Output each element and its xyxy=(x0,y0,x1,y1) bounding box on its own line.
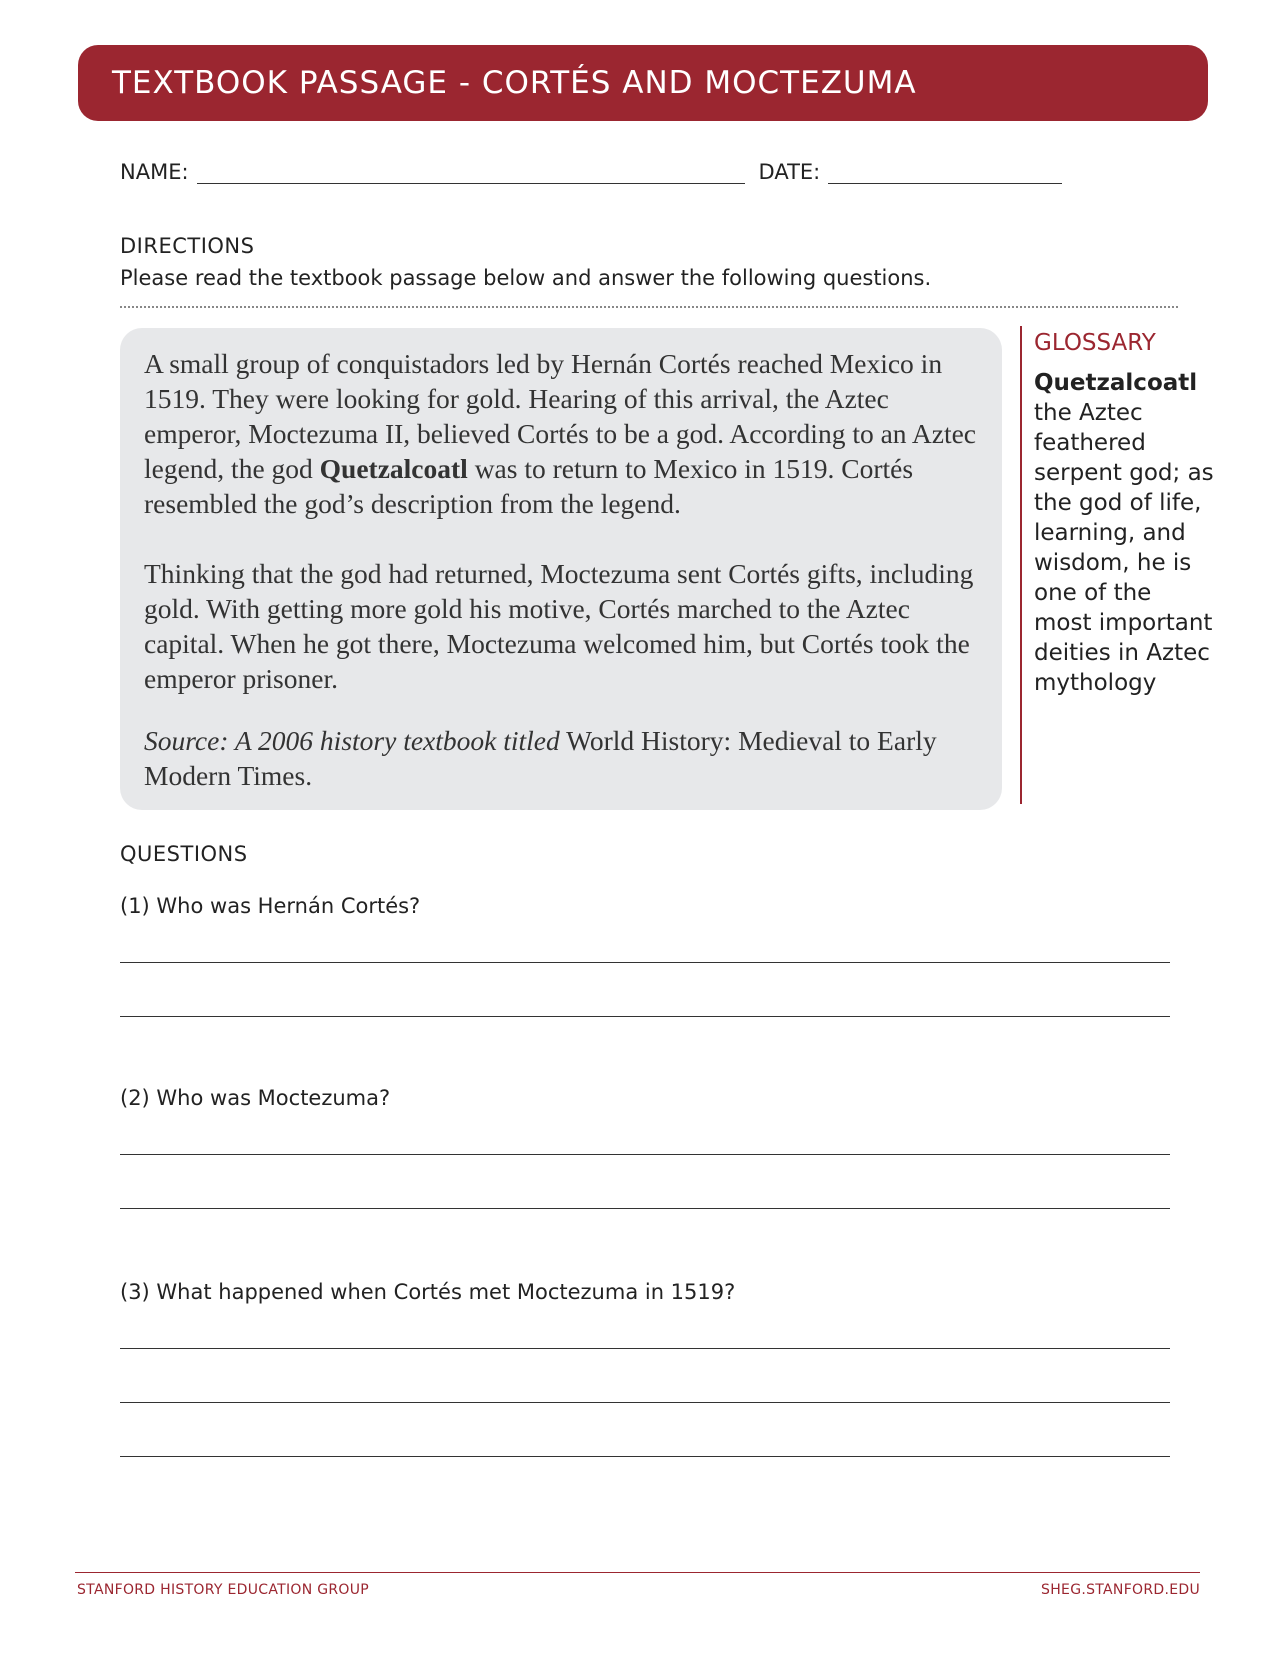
answer-line[interactable] xyxy=(120,962,1170,963)
glossary-heading: GLOSSARY xyxy=(1034,330,1156,356)
directions-text: Please read the textbook passage below and answer the following questions. xyxy=(120,266,932,290)
questions-heading: QUESTIONS xyxy=(120,842,248,866)
passage-paragraph-1 xyxy=(144,346,980,521)
source-title: World History: Medieval to Early Modern Times. xyxy=(144,725,937,791)
name-field[interactable] xyxy=(197,161,745,184)
passage-p1-after: was to return to Mexico in 1519. Cortés resembled the god’s description from the legend. xyxy=(144,453,914,519)
date-label: DATE: xyxy=(758,160,821,184)
passage-paragraph-2: Thinking that the god had returned, Moctezuma sent Cortés gifts, including gold. With getting more gold his motive, Cortés marched to the Aztec capital. When he got there, Moctezuma welcomed him, but Cortés took the emperor prisoner. xyxy=(144,558,974,694)
answer-line[interactable] xyxy=(120,1456,1170,1457)
question-3: (3) What happened when Cortés met Moctezuma in 1519? xyxy=(120,1280,736,1304)
glossary-definition: the Aztec feathered serpent god; as the god of life, learning, and wisdom, he is one of the most important deities in Aztec mythology xyxy=(1034,400,1214,696)
footer-organization: STANFORD HISTORY EDUCATION GROUP xyxy=(77,1582,370,1598)
passage-source xyxy=(144,723,980,793)
glossary-term: Quetzalcoatl xyxy=(1034,370,1198,396)
date-field[interactable] xyxy=(828,161,1062,184)
directions-heading: DIRECTIONS xyxy=(120,234,255,258)
passage-box xyxy=(120,328,1002,810)
question-1: (1) Who was Hernán Cortés? xyxy=(120,894,421,918)
footer-divider xyxy=(75,1572,1200,1573)
answer-line[interactable] xyxy=(120,1016,1170,1017)
footer-website: SHEG.STANFORD.EDU xyxy=(1041,1582,1200,1598)
name-date-row xyxy=(120,160,1062,184)
name-label: NAME: xyxy=(120,160,189,184)
passage-glossary-term: Quetzalcoatl xyxy=(319,453,468,484)
glossary xyxy=(1034,330,1234,698)
answer-line[interactable] xyxy=(120,1208,1170,1209)
answer-line[interactable] xyxy=(120,1154,1170,1155)
dotted-divider xyxy=(120,306,1178,308)
page-title: TEXTBOOK PASSAGE - CORTÉS AND MOCTEZUMA xyxy=(112,65,917,101)
header-banner xyxy=(78,45,1208,121)
answer-line[interactable] xyxy=(120,1402,1170,1403)
glossary-divider xyxy=(1020,326,1022,804)
source-label: Source: A 2006 history textbook titled xyxy=(144,725,560,756)
answer-line[interactable] xyxy=(120,1348,1170,1349)
passage-p1-before: A small group of conquistadors led by Hernán Cortés reached Mexico in 1519. They were looking for gold. Hearing of this arrival, the Aztec emperor, Moctezuma II, believed Cortés to be a god. According to an Aztec legend, the god xyxy=(144,348,977,484)
question-2: (2) Who was Moctezuma? xyxy=(120,1086,391,1110)
